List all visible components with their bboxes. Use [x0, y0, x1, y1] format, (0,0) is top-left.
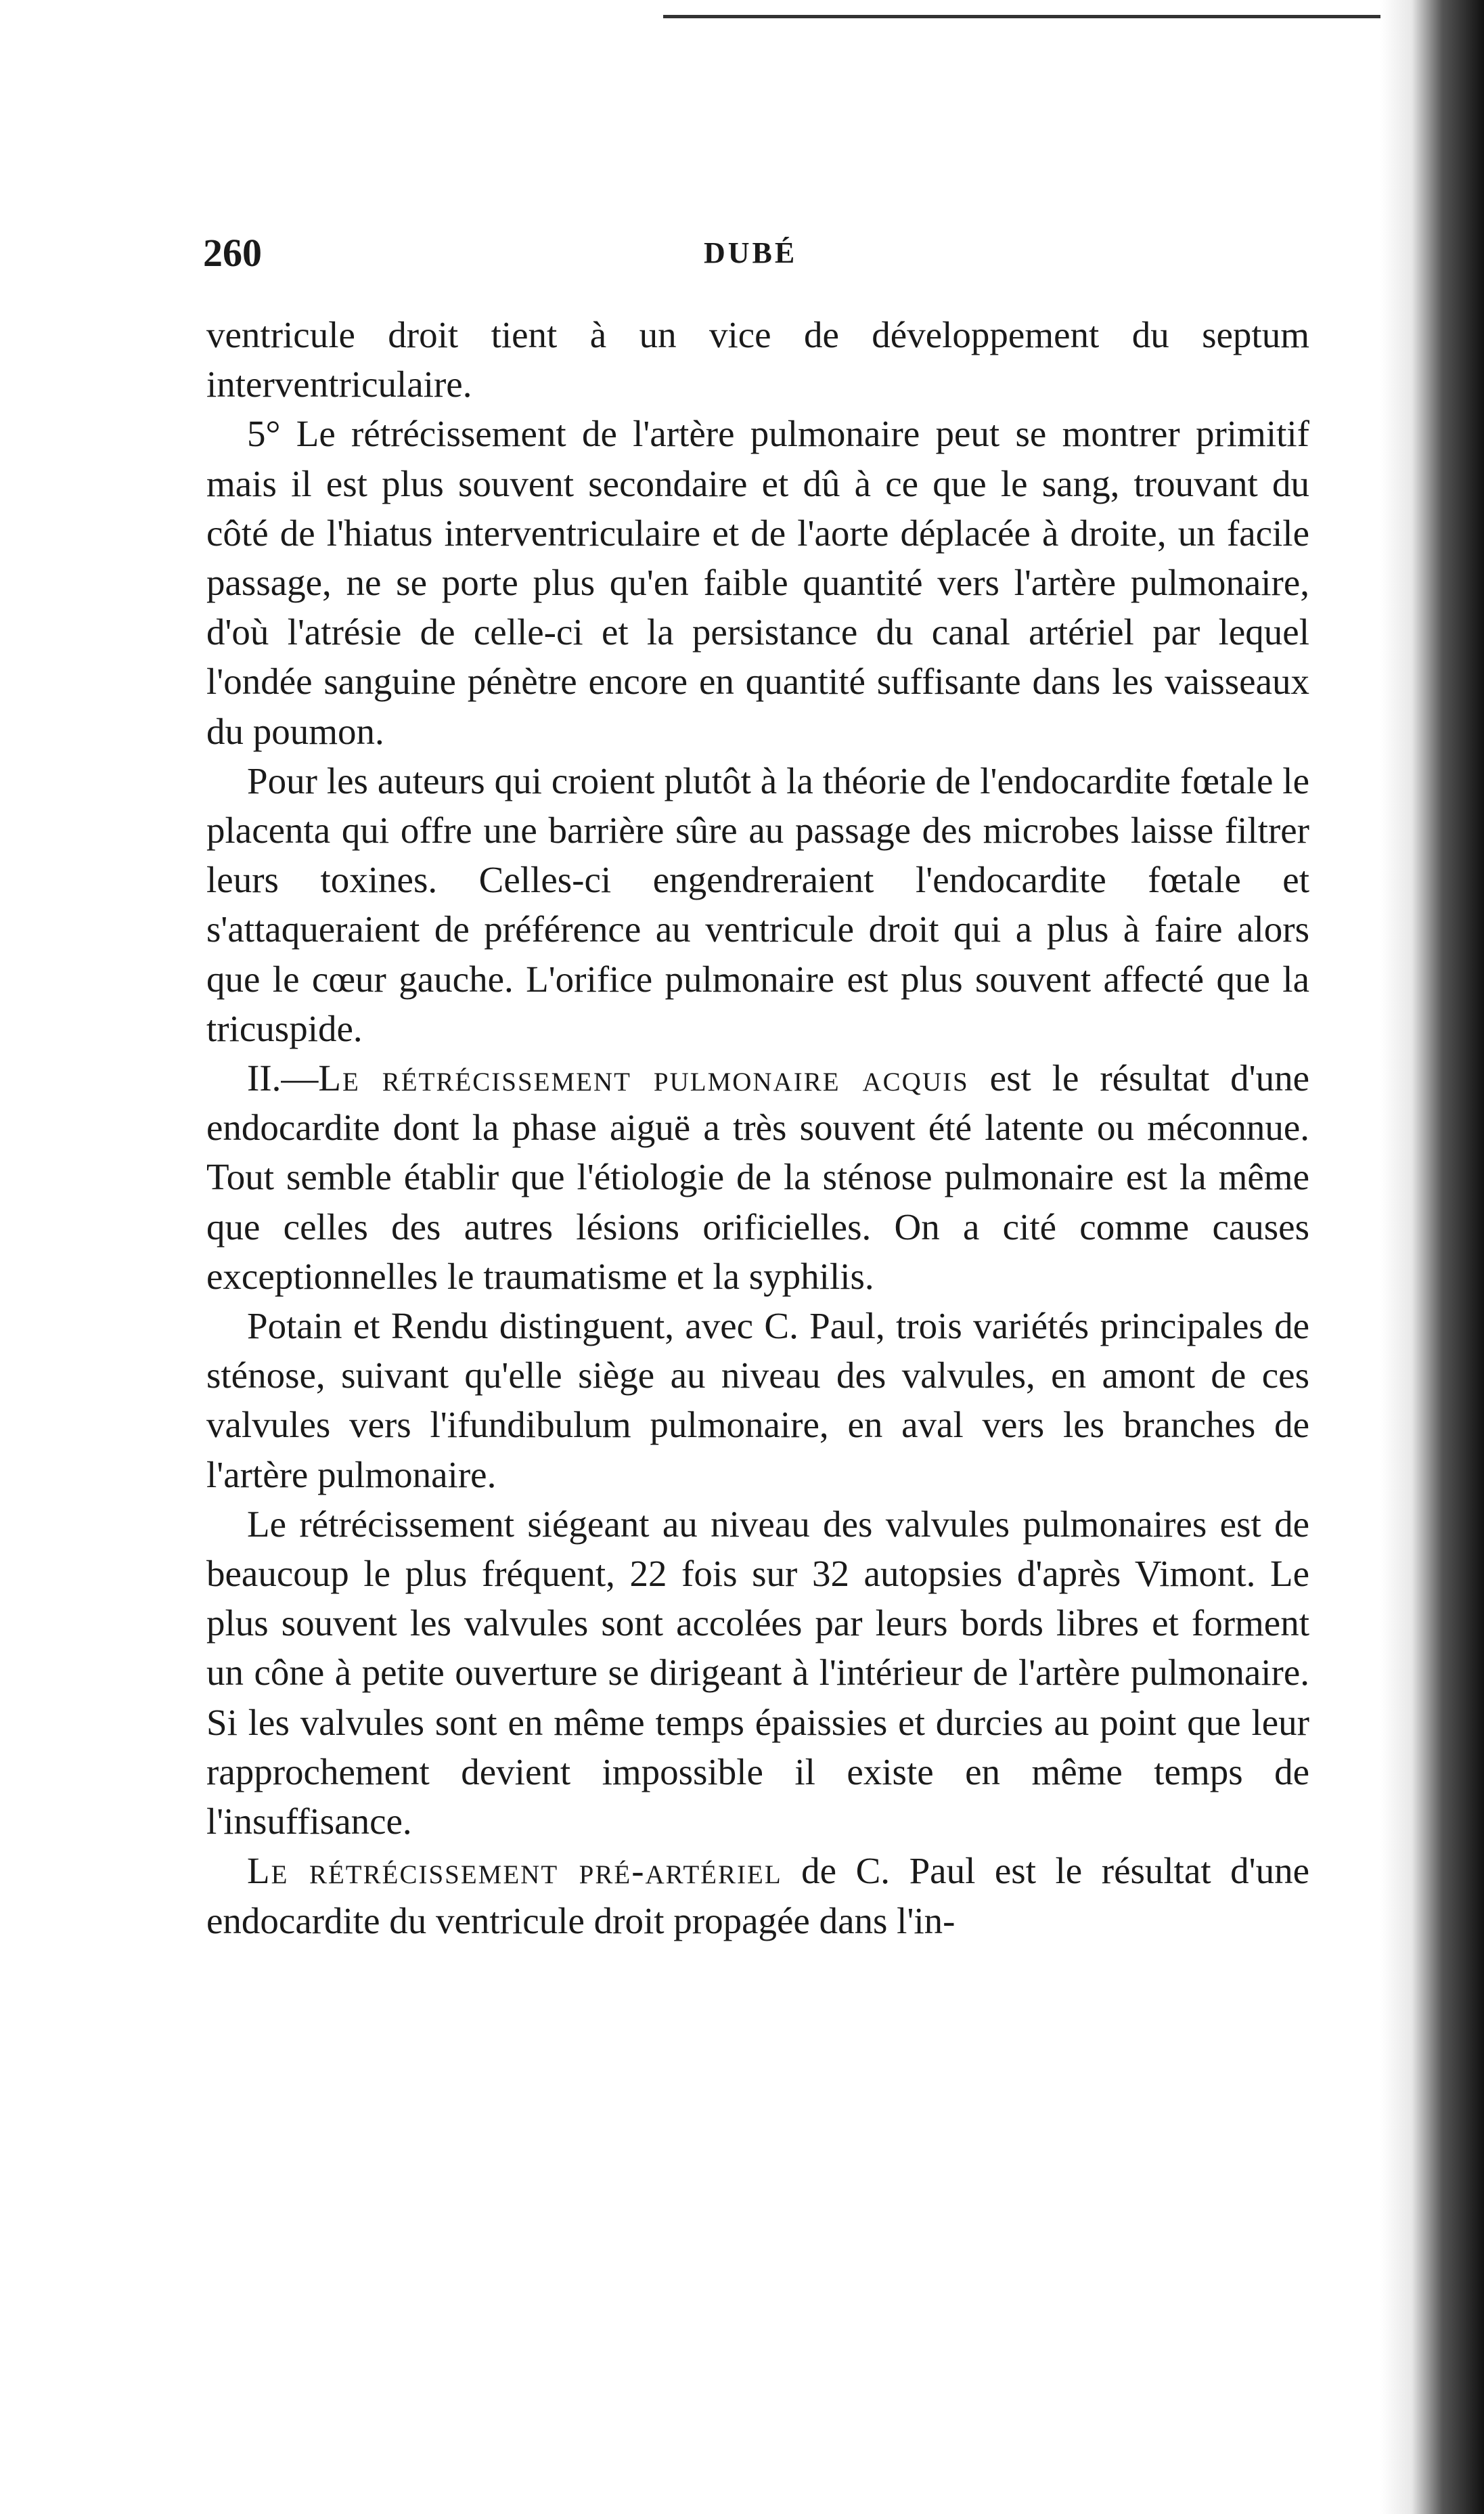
section-heading-prearterial: Le rétrécissement pré-artériel: [247, 1850, 782, 1892]
section-heading-acquired: Le rétrécissement pulmonaire acquis: [318, 1057, 969, 1099]
paragraph-1: ventricule droit tient à un vice de développement du septum interventriculaire.: [206, 314, 1309, 405]
paragraph-7: [206, 1846, 1309, 1945]
paragraph-2: 5° Le rétrécissement de l'artère pulmonaire peut se montrer primitif mais il est plus souvent secondaire et dû à ce que le sang, trouvant du côté de l'hiatus interventriculaire et de l'aorte déplacée à droite, un facile passage, ne se porte plus qu'en faible quantité vers l'artère pulmonaire, d'où l'atrésie de celle-ci et la persistance du canal artériel par lequel l'ondée sanguine pénètre encore en quantité suffisante dans les vaisseaux du poumon.: [206, 413, 1309, 752]
paragraph-5: Potain et Rendu distinguent, avec C. Paul, trois variétés principales de sténose, suivant qu'elle siège au niveau des valvules, en amont de ces valvules vers l'ifundibulum pulmonaire, en aval vers les branches de l'artère pulmonaire.: [206, 1305, 1309, 1495]
paragraph-6: Le rétrécissement siégeant au niveau des valvules pulmonaires est de beaucoup le plus fréquent, 22 fois sur 32 autopsies d'après Vimont. Le plus souvent les valvules sont accolées par leurs bords libres et forment un cône à petite ouverture se dirigeant à l'intérieur de l'artère pulmonaire. Si les valvules sont en même temps épaissies et durcies au point que leur rapprochement devient impossible il existe en même temps de l'insuffisance.: [206, 1503, 1309, 1843]
section-number: II.—: [247, 1057, 319, 1099]
page-number: 260: [203, 231, 262, 275]
paragraph-3: Pour les auteurs qui croient plutôt à la théorie de l'endocardite fœtale le placenta qui offre une barrière sûre au passage des microbes laisse filtrer leurs toxines. Celles-ci engendreraient l'endocardite fœtale et s'attaqueraient de préférence au ventricule droit qui a plus à faire alors que le cœur gauche. L'orifice pulmonaire est plus souvent affecté que la tricuspide.: [206, 759, 1309, 1049]
body-text: [206, 310, 1309, 1945]
running-head: DUBÉ: [704, 236, 798, 269]
paragraph-4: [206, 1053, 1309, 1301]
top-rule: [663, 15, 1387, 18]
paragraph-4-text: est le résultat d'une endocardite dont la phase aiguë a très souvent été latente ou méconnue. Tout semble établir que l'étiologie de la sténose pulmonaire est la même que celles des autres lésions orificielles. On a cité comme causes exceptionnelles le traumatisme et la syphilis.: [206, 1057, 1309, 1297]
paragraph-7-text: de C. Paul est le résultat d'une endocardite du ventricule droit propagée dans l'in-: [206, 1850, 1309, 1941]
binding-edge-shadow: [1380, 0, 1484, 2514]
